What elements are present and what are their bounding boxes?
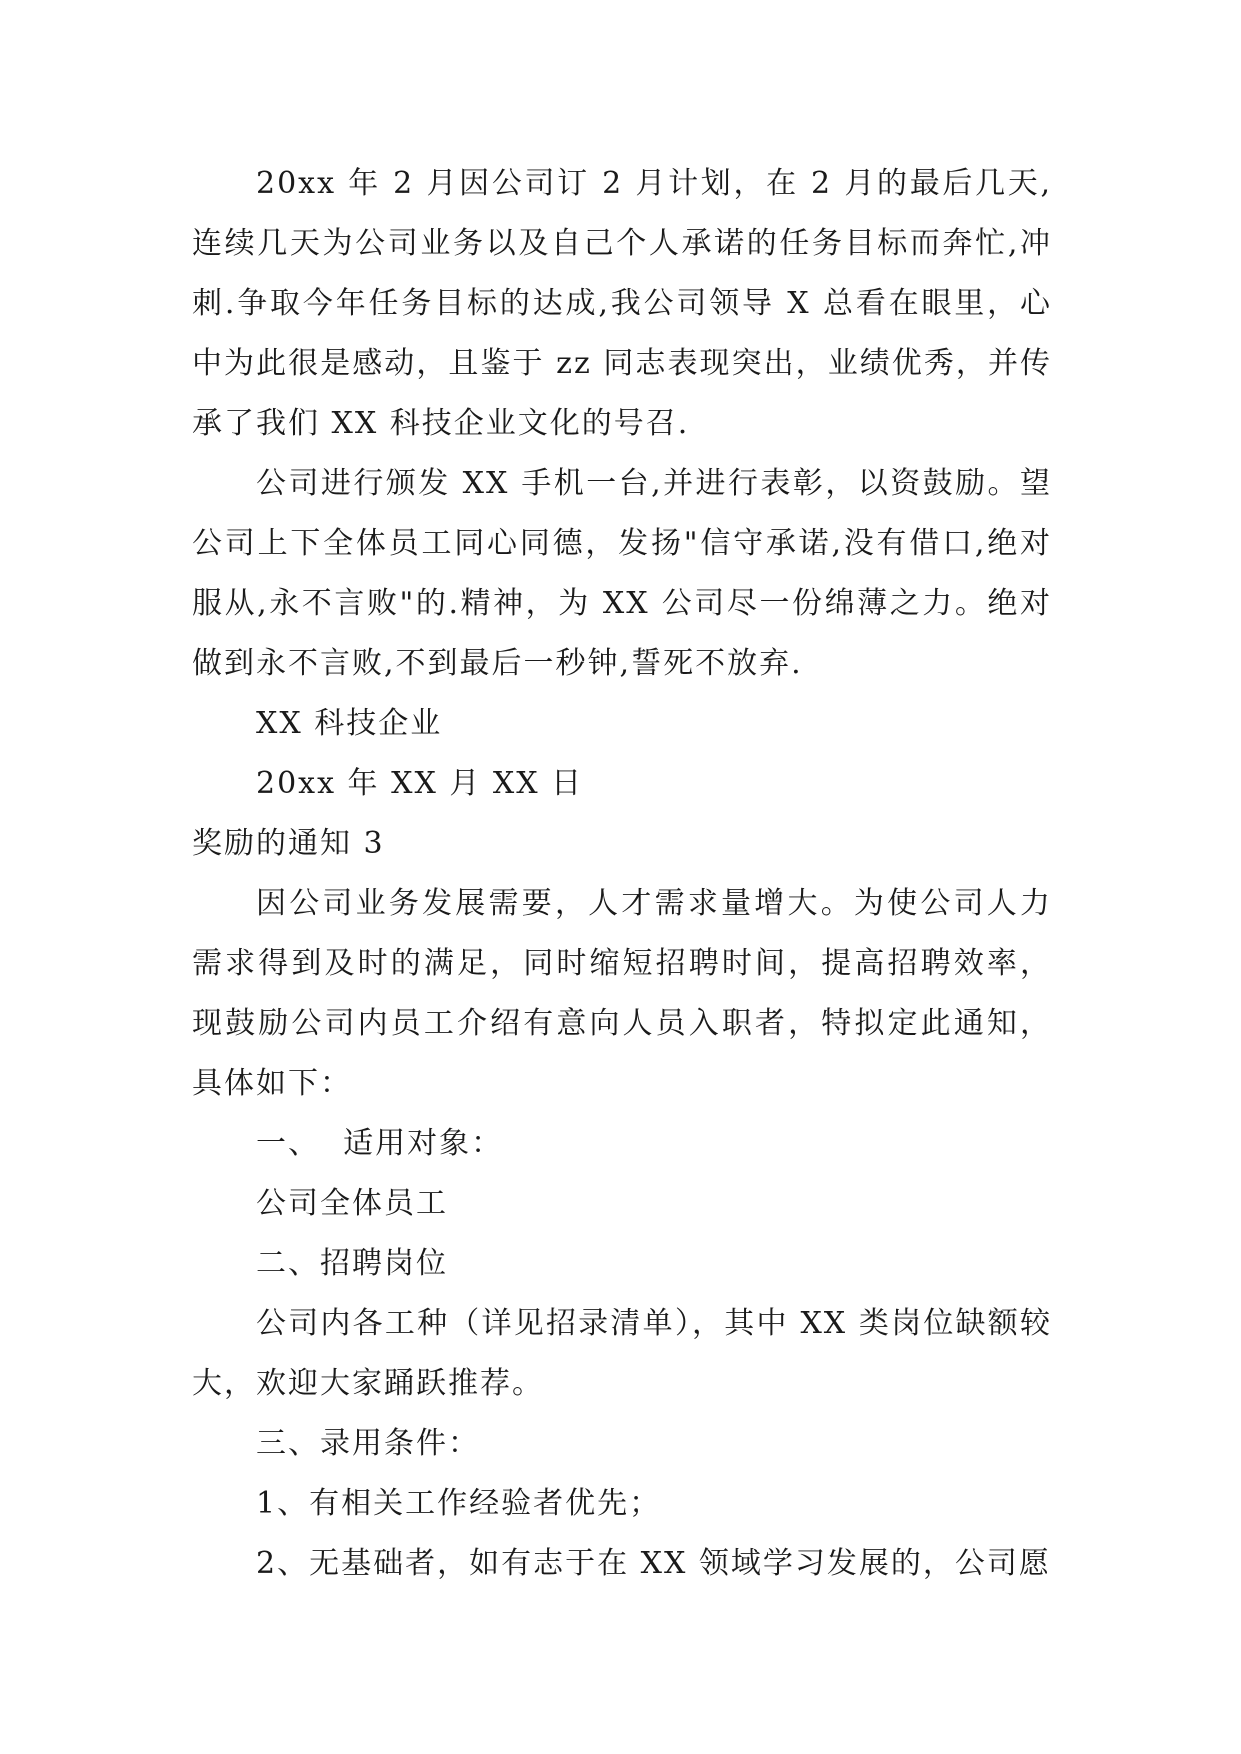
item-heading-conditions: 三、录用条件： xyxy=(256,1426,480,1461)
item-heading-positions: 二、招聘岗位 xyxy=(256,1246,448,1281)
paragraph-intro: 因公司业务发展需要，人才需求量增大。为使公司人力需求得到及时的满足，同时缩短招聘时间，提高招聘效率，现鼓励公司内员工介绍有意向人员入职者，特拟定此通知，具体如下： xyxy=(192,886,1052,1101)
condition-2: 2、无基础者，如有志于在 XX 领域学习发展的，公司愿 xyxy=(256,1546,1051,1581)
signature-company: XX 科技企业 xyxy=(256,706,443,741)
paragraph-award-reason: 20xx 年 2 月因公司订 2 月计划，在 2 月的最后几天,连续几天为公司业务以及自己个人承诺的任务目标而奔忙,冲刺.争取今年任务目标的达成,我公司领导 X 总看在眼里，心中为此很是感动，且鉴于 zz 同志表现突出，业绩优秀，并传承了我们 XX 科技企业文化的号召. xyxy=(192,166,1052,441)
item-scope-text: 公司全体员工 xyxy=(256,1186,448,1221)
condition-1: 1、有相关工作经验者优先； xyxy=(256,1486,662,1521)
document-body xyxy=(192,154,1052,1594)
paragraph-award-details: 公司进行颁发 XX 手机一台,并进行表彰，以资鼓励。望公司上下全体员工同心同德，发扬"信守承诺,没有借口,绝对服从,永不言败"的.精神，为 XX 公司尽一份绵薄之力。绝对做到永不言败,不到最后一秒钟,誓死不放弃. xyxy=(192,466,1052,681)
section-title: 奖励的通知 3 xyxy=(192,826,385,861)
signature-date: 20xx 年 XX 月 XX 日 xyxy=(256,766,584,801)
item-heading-scope: 一、 适用对象： xyxy=(256,1126,504,1161)
item-positions-text: 公司内各工种（详见招录清单），其中 XX 类岗位缺额较大，欢迎大家踊跃推荐。 xyxy=(192,1306,1052,1401)
